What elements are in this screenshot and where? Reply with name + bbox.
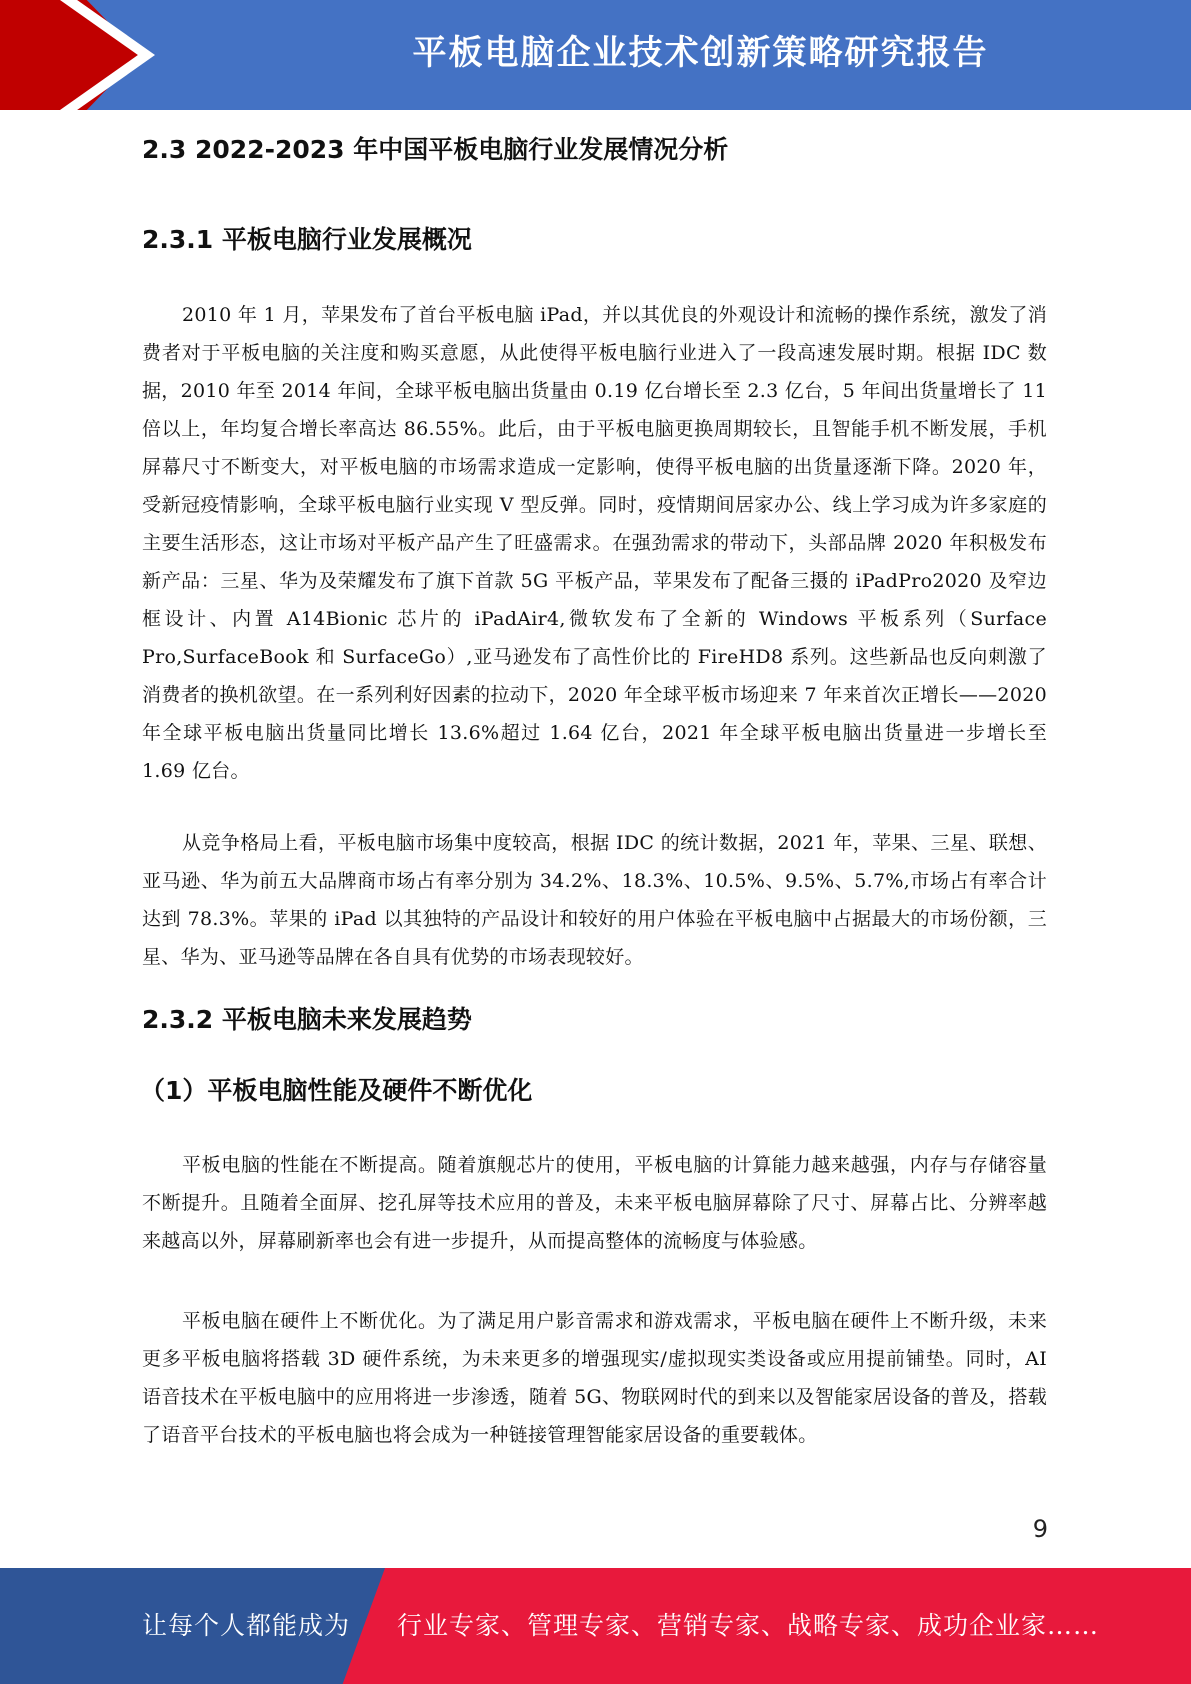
subsection-heading-1: （1）平板电脑性能及硬件不断优化 [140,1076,533,1105]
header-banner [0,0,1191,110]
section-heading-2-3-1: 2.3.1 平板电脑行业发展概况 [142,225,472,254]
footer-slogan-left: 让每个人都能成为 [142,1611,351,1640]
paragraph: 2010 年 1 月，苹果发布了首台平板电脑 iPad，并以其优良的外观设计和流畅的操作系统，激发了消费者对于平板电脑的关注度和购买意愿，从此使得平板电脑行业进入了一段高速发展时期。根据 IDC 数据，2010 年至 2014 年间，全球平板电脑出货量由 0.19 亿台增长至 2.3 亿台，5 年间出货量增长了 11 倍以上，年均复合增长率高达 86.55%。此后，由于平板电脑更换周期较长，且智能手机不断发展，手机屏幕尺寸不断变大，对平板电脑的市场需求造成一定影响，使得平板电脑的出货量逐渐下降。2020 年，受新冠疫情影响，全球平板电脑行业实现 V 型反弹。同时，疫情期间居家办公、线上学习成为许多家庭的主要生活形态，这让市场对平板产品产生了旺盛需求。在强劲需求的带动下，头部品牌 2020 年积极发布新产品：三星、华为及荣耀发布了旗下首款 5G 平板产品，苹果发布了配备三摄的 iPadPro2020 及窄边框设计、内置 A14Bionic 芯片的 iPadAir4,微软发布了全新的 Windows 平板系列（Surface Pro,SurfaceBook 和 SurfaceGo）,亚马逊发布了高性价比的 FireHD8 系列。这些新品也反向刺激了消费者的换机欲望。在一系列利好因素的拉动下，2020 年全球平板市场迎来 7 年来首次正增长——2020 年全球平板电脑出货量同比增长 13.6%超过 1.64 亿台，2021 年全球平板电脑出货量进一步增长至 1.69 亿台。 [142,304,1047,782]
paragraph: 平板电脑在硬件上不断优化。为了满足用户影音需求和游戏需求，平板电脑在硬件上不断升级，未来更多平板电脑将搭载 3D 硬件系统，为未来更多的增强现实/虚拟现实类设备或应用提前铺垫。同时，AI 语音技术在平板电脑中的应用将进一步渗透，随着 5G、物联网时代的到来以及智能家居设备的普及，搭载了语音平台技术的平板电脑也将会成为一种链接管理智能家居设备的重要载体。 [142,1310,1047,1446]
report-title: 平板电脑企业技术创新策略研究报告 [412,33,989,73]
footer-slogan-right: 行业专家、管理专家、营销专家、战略专家、成功企业家…… [397,1611,1100,1640]
section-heading-2-3-2: 2.3.2 平板电脑未来发展趋势 [142,1005,472,1034]
page-number: 9 [1032,1515,1048,1543]
footer-banner [0,1568,1191,1684]
header-red-chevron [0,0,140,110]
section-heading-2-3: 2.3 2022-2023 年中国平板电脑行业发展情况分析 [142,135,729,164]
paragraph: 平板电脑的性能在不断提高。随着旗舰芯片的使用，平板电脑的计算能力越来越强，内存与存储容量不断提升。且随着全面屏、挖孔屏等技术应用的普及，未来平板电脑屏幕除了尺寸、屏幕占比、分辨率越来越高以外，屏幕刷新率也会有进一步提升，从而提高整体的流畅度与体验感。 [142,1154,1047,1252]
paragraph: 从竞争格局上看，平板电脑市场集中度较高，根据 IDC 的统计数据，2021 年，苹果、三星、联想、亚马逊、华为前五大品牌商市场占有率分别为 34.2%、18.3%、10.5%、9.5%、5.7%,市场占有率合计达到 78.3%。苹果的 iPad 以其独特的产品设计和较好的用户体验在平板电脑中占据最大的市场份额，三星、华为、亚马逊等品牌在各自具有优势的市场表现较好。 [142,832,1047,968]
